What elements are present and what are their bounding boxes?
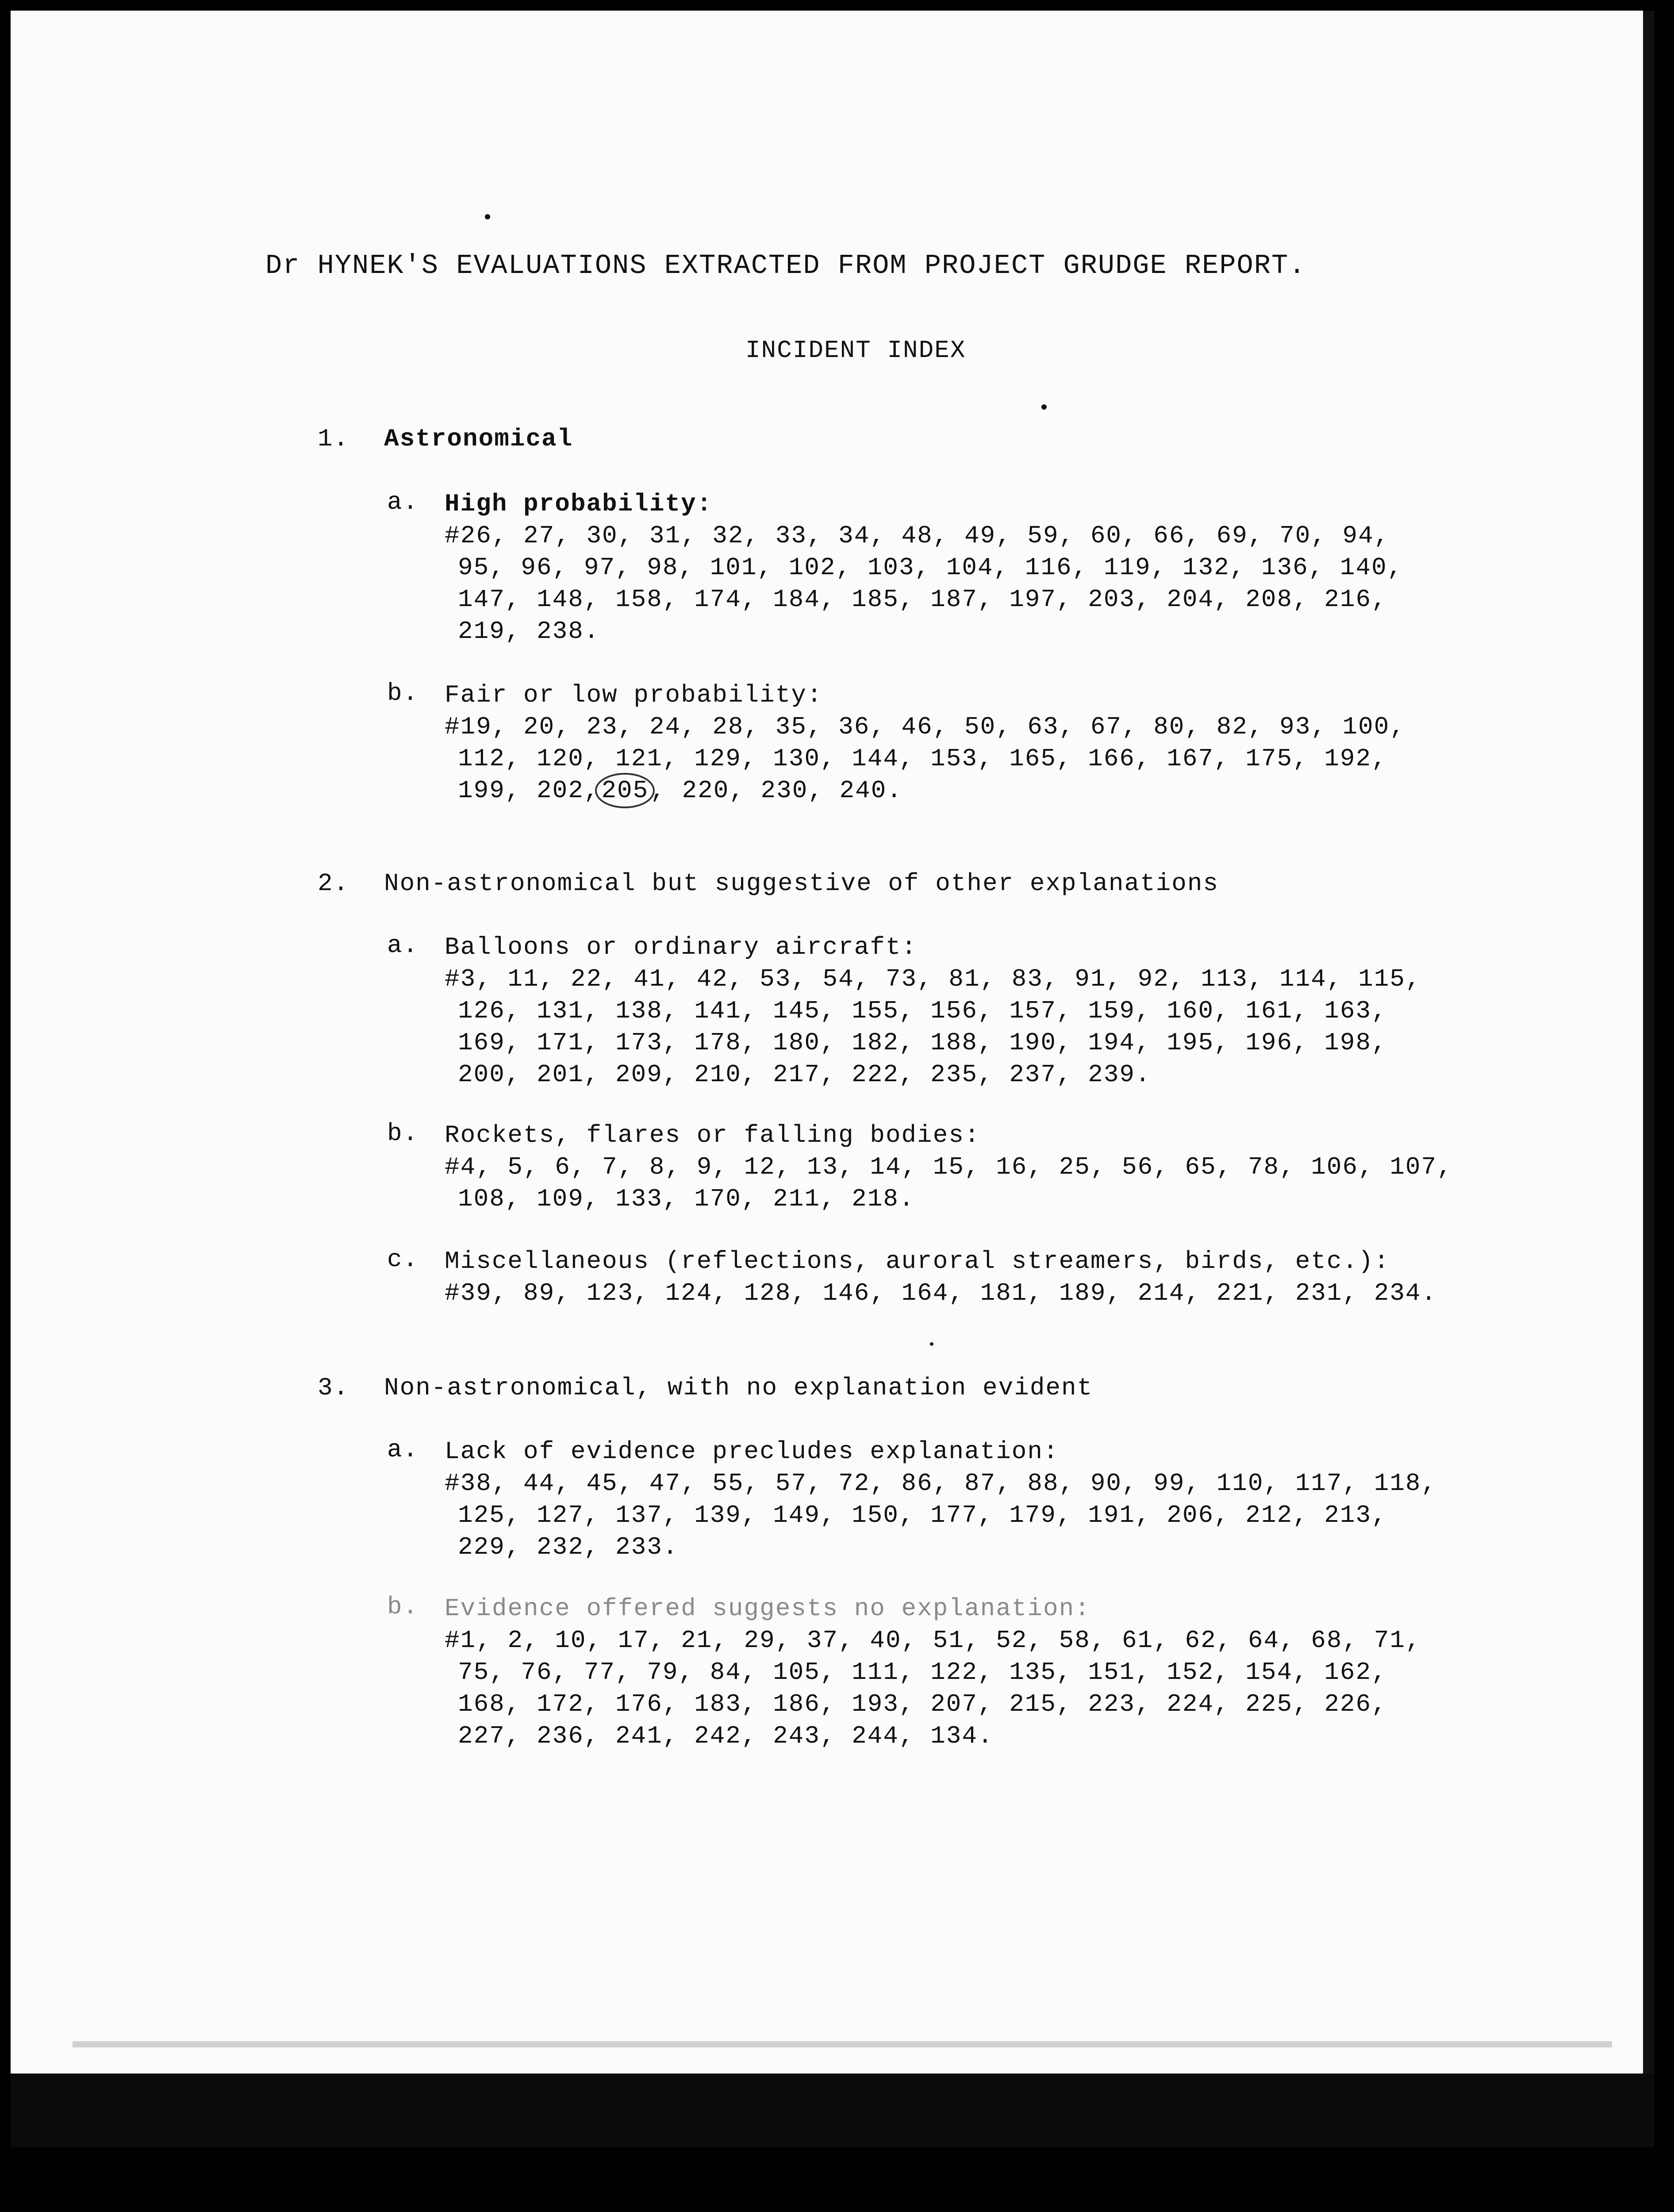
- item-letter: a.: [387, 1436, 419, 1464]
- number-line-end: , 220, 230, 240.: [650, 776, 902, 805]
- number-line: 95, 96, 97, 98, 101, 102, 103, 104, 116, 119, 132, 136, 140,: [458, 553, 1403, 582]
- item-heading: Miscellaneous (reflections, auroral streamers, birds, etc.):: [445, 1247, 1390, 1275]
- number-line: #26, 27, 30, 31, 32, 33, 34, 48, 49, 59, 60, 66, 69, 70, 94,: [445, 522, 1390, 550]
- ink-speck: [1041, 404, 1047, 410]
- incident-numbers: [445, 1151, 1453, 1215]
- item-letter: b.: [387, 1593, 419, 1621]
- page-title: Dr HYNEK'S EVALUATIONS EXTRACTED FROM PROJECT GRUDGE REPORT.: [265, 250, 1306, 281]
- circled-number: 205: [595, 773, 655, 808]
- section-title: Non-astronomical but suggestive of other explanations: [384, 869, 1219, 898]
- section-number: 3.: [318, 1374, 349, 1402]
- scan-paper-edge: [73, 2041, 1612, 2047]
- number-line-start: 199, 202,: [458, 776, 600, 805]
- number-line: 168, 172, 176, 183, 186, 193, 207, 215, 223, 224, 225, 226,: [458, 1690, 1387, 1718]
- number-line: 227, 236, 241, 242, 243, 244, 134.: [458, 1722, 994, 1750]
- item-letter: b.: [387, 679, 419, 707]
- incident-numbers: [445, 520, 1403, 647]
- list-item: [387, 931, 1421, 1091]
- incident-numbers: [445, 1467, 1437, 1563]
- item-heading: Lack of evidence precludes explanation:: [445, 1437, 1059, 1466]
- number-line: 125, 127, 137, 139, 149, 150, 177, 179, 191, 206, 212, 213,: [458, 1501, 1387, 1529]
- item-heading: Rockets, flares or falling bodies:: [445, 1121, 980, 1149]
- item-letter: a.: [387, 488, 419, 516]
- list-item: [387, 1119, 1453, 1215]
- ink-speck: [485, 214, 490, 219]
- scan-edge-right: [1643, 11, 1655, 2147]
- section-heading: [318, 1374, 1093, 1402]
- section-number: 2.: [318, 869, 349, 898]
- section-number: 1.: [318, 425, 349, 453]
- ink-speck: [930, 1342, 933, 1346]
- item-letter: b.: [387, 1119, 419, 1148]
- number-line: #4, 5, 6, 7, 8, 9, 12, 13, 14, 15, 16, 25, 56, 65, 78, 106, 107,: [445, 1153, 1453, 1181]
- number-line: 169, 171, 173, 178, 180, 182, 188, 190, 194, 195, 196, 198,: [458, 1029, 1387, 1057]
- section-heading: [318, 869, 1219, 898]
- item-heading: Evidence offered suggests no explanation:: [445, 1594, 1090, 1623]
- number-line: 219, 238.: [458, 617, 600, 645]
- number-line: #19, 20, 23, 24, 28, 35, 36, 46, 50, 63, 67, 80, 82, 93, 100,: [445, 713, 1405, 741]
- list-item: [387, 1245, 1437, 1309]
- incident-numbers: [445, 1624, 1421, 1752]
- item-letter: c.: [387, 1245, 419, 1274]
- number-line: 112, 120, 121, 129, 130, 144, 153, 165, 166, 167, 175, 192,: [458, 745, 1387, 773]
- page-subtitle: INCIDENT INDEX: [745, 336, 966, 365]
- item-heading: High probability:: [445, 490, 713, 518]
- number-line: 75, 76, 77, 79, 84, 105, 111, 122, 135, 151, 152, 154, 162,: [458, 1658, 1387, 1686]
- list-item: [387, 1593, 1421, 1752]
- list-item: [387, 1436, 1437, 1563]
- list-item: [387, 679, 1405, 806]
- incident-numbers: [445, 1277, 1437, 1309]
- item-letter: a.: [387, 931, 419, 960]
- number-line: #3, 11, 22, 41, 42, 53, 54, 73, 81, 83, 91, 92, 113, 114, 115,: [445, 965, 1421, 993]
- list-item: [387, 488, 1403, 647]
- section-title: Non-astronomical, with no explanation evident: [384, 1374, 1093, 1402]
- section-heading: [318, 425, 573, 453]
- incident-numbers: [445, 711, 1405, 806]
- item-heading: Fair or low probability:: [445, 681, 823, 709]
- number-line: 126, 131, 138, 141, 145, 155, 156, 157, 159, 160, 161, 163,: [458, 997, 1387, 1025]
- scan-edge-bottom: [11, 2074, 1655, 2147]
- number-line: 200, 201, 209, 210, 217, 222, 235, 237, 239.: [458, 1060, 1151, 1089]
- number-line: #1, 2, 10, 17, 21, 29, 37, 40, 51, 52, 58, 61, 62, 64, 68, 71,: [445, 1626, 1421, 1655]
- number-line: #38, 44, 45, 47, 55, 57, 72, 86, 87, 88, 90, 99, 110, 117, 118,: [445, 1469, 1437, 1498]
- number-line: #39, 89, 123, 124, 128, 146, 164, 181, 189, 214, 221, 231, 234.: [445, 1279, 1437, 1307]
- number-line: [445, 775, 1405, 806]
- number-line: 147, 148, 158, 174, 184, 185, 187, 197, 203, 204, 208, 216,: [458, 585, 1387, 614]
- section-title: Astronomical: [384, 425, 573, 453]
- number-line: 108, 109, 133, 170, 211, 218.: [458, 1185, 915, 1213]
- item-heading: Balloons or ordinary aircraft:: [445, 933, 918, 961]
- incident-numbers: [445, 963, 1421, 1091]
- number-line: 229, 232, 233.: [458, 1533, 679, 1561]
